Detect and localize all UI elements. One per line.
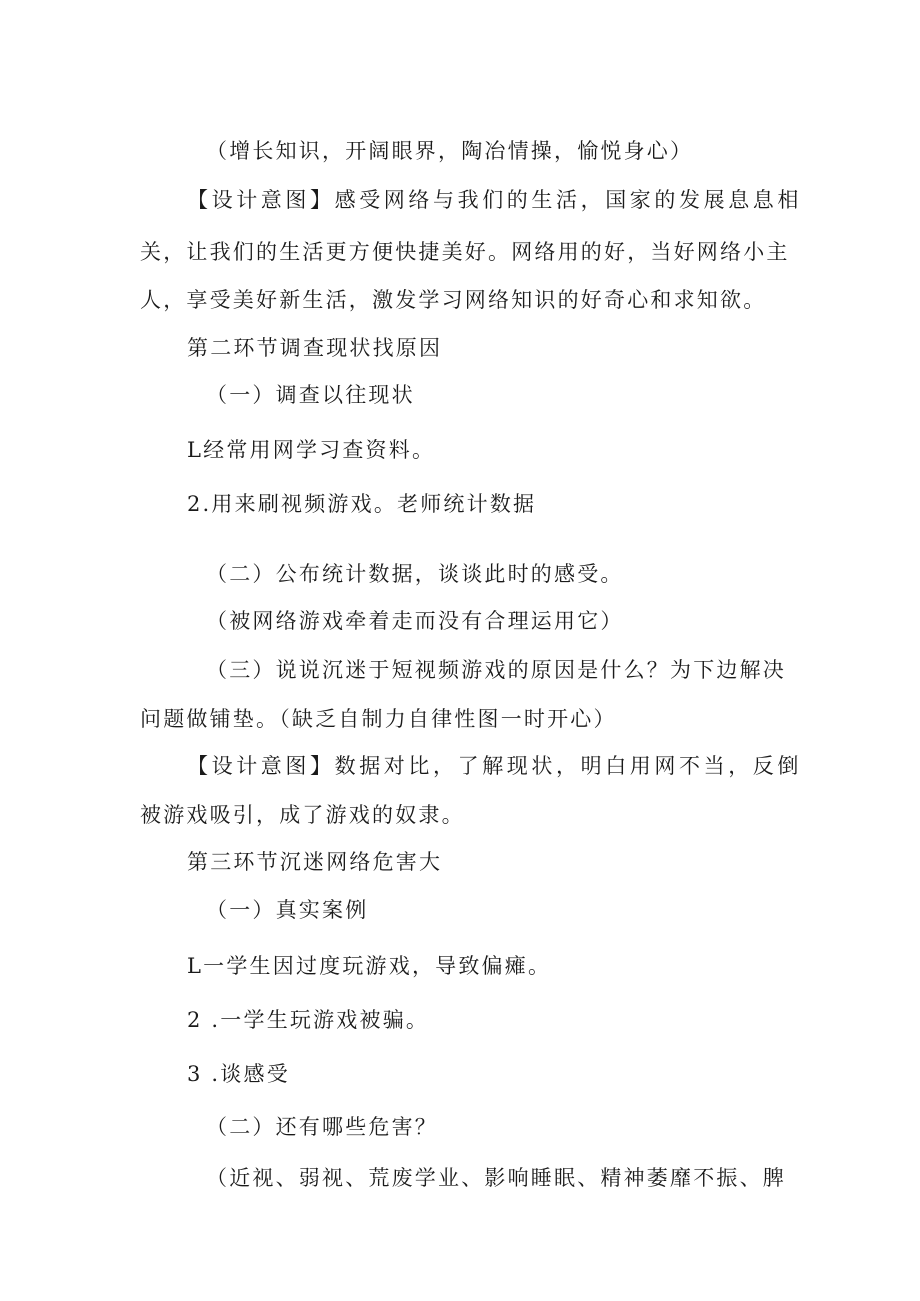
paragraph-line: 被游戏吸引，成了游戏的奴隶。	[140, 803, 465, 827]
paragraph-line: （被网络游戏牵着走而没有合理运用它）	[206, 609, 624, 633]
section-heading: 第三环节沉迷网络危害大	[187, 850, 443, 874]
paragraph-line: 关，让我们的生活更方便快捷美好。网络用的好，当好网络小主	[140, 240, 790, 264]
section-heading: 第二环节调查现状找原因	[187, 336, 443, 360]
subsection-heading: （一）真实案例	[206, 898, 369, 922]
paragraph-line: （增长知识，开阔眼界，陶冶情操，愉悦身心）	[206, 139, 694, 163]
list-item: 3 .谈感受	[187, 1062, 290, 1086]
paragraph-line: 【设计意图】感受网络与我们的生活，国家的发展息息相	[187, 188, 802, 212]
paragraph-line: （三）说说沉迷于短视频游戏的原因是什么？为下边解决	[206, 658, 786, 682]
subsection-heading: （一）调查以往现状	[206, 383, 415, 407]
list-item: L经常用网学习查资料。	[187, 438, 436, 462]
subsection-heading: （二）还有哪些危害？	[206, 1115, 438, 1139]
paragraph-line: 问题做铺垫。（缺乏自制力自律性图一时开心）	[140, 707, 617, 731]
paragraph-line: 人，享受美好新生活，激发学习网络知识的好奇心和求知欲。	[140, 288, 767, 312]
list-item: 2.用来刷视频游戏。老师统计数据	[187, 492, 537, 516]
paragraph-line: （近视、弱视、荒废学业、影响睡眠、精神萎靡不振、脾	[206, 1166, 786, 1190]
subsection-heading: （二）公布统计数据，谈谈此时的感受。	[206, 562, 624, 586]
list-item: 2 .一学生玩游戏被骗。	[187, 1008, 430, 1032]
list-item: L一学生因过度玩游戏，导致偏瘫。	[187, 954, 552, 978]
paragraph-line: 【设计意图】数据对比，了解现状，明白用网不当，反倒	[187, 754, 802, 778]
